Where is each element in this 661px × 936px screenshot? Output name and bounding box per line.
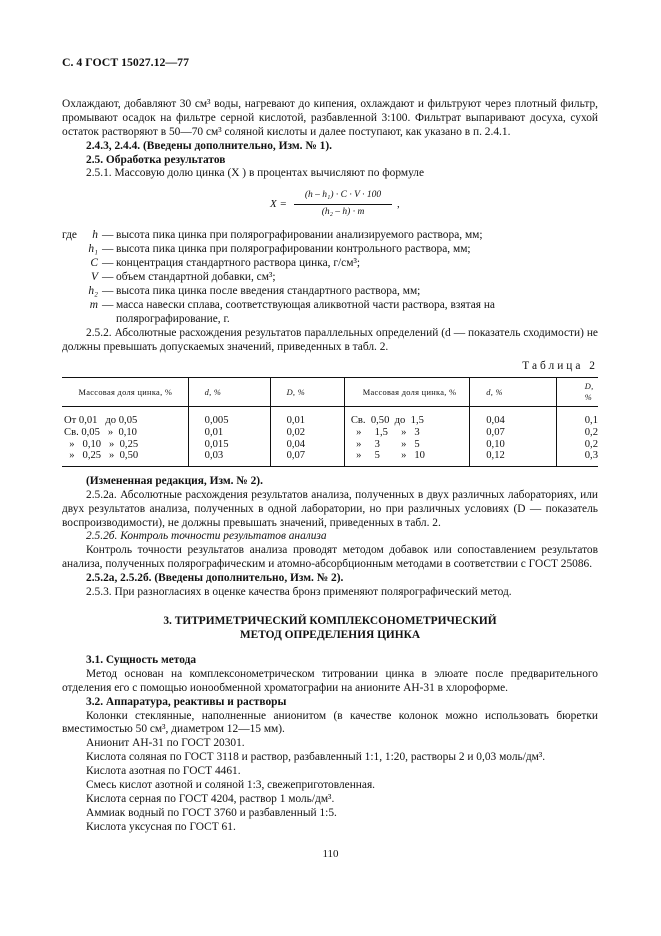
table-header-cell: d, % bbox=[188, 378, 270, 407]
intro-paragraph: Охлаждают, добавляют 30 см³ воды, нагревают до кипения, охлаждают и фильтруют через плотный фильтр, промывают осадок на фильтре серной кислотой, разбавленной 3:100. Фильтрат выпаривают досуха, сухой остаток растворяют в 50—70 см³ соляной кислоты и далее поступают, как указано в п. 2.4.1. bbox=[62, 97, 598, 138]
section-32-title: 3.2. Аппаратура, реактивы и растворы bbox=[86, 695, 287, 708]
definition-symbol: C bbox=[90, 257, 98, 270]
range-value: Св. 0,50 до 1,5 bbox=[350, 415, 424, 427]
definition-dash: — bbox=[102, 243, 114, 256]
definitions-list bbox=[62, 229, 598, 326]
note-243: 2.4.3, 2.4.4. (Введены дополнительно, Изм. № 1). bbox=[86, 139, 332, 152]
d-value: 0,04 bbox=[486, 415, 505, 427]
d-value: 0,07 bbox=[486, 427, 505, 438]
reagent-item: Кислота уксусная по ГОСТ 61. bbox=[86, 820, 236, 833]
D-value: 0,04 bbox=[286, 438, 306, 450]
paragraph-252b-title: 2.5.2б. Контроль точности результатов анализа bbox=[86, 530, 327, 543]
table-header-cell: Массовая доля цинка, % bbox=[62, 378, 188, 407]
table-cell-ranges bbox=[344, 407, 469, 466]
reagent-item: Кислота азотная по ГОСТ 4461. bbox=[86, 765, 241, 778]
reagent-item: Анионит АН-31 по ГОСТ 20301. bbox=[86, 737, 245, 750]
definition-text: объем стандартной добавки, см³; bbox=[116, 271, 276, 284]
range-value: Св. 0,05 » 0,10 bbox=[64, 427, 137, 438]
definition-lead bbox=[62, 243, 84, 257]
paragraph-252: 2.5.2. Абсолютные расхождения результатов параллельных определений (d — показатель сходимости) не должны превышать допускаемых значений, приведенных в табл. 2. bbox=[62, 326, 598, 353]
range-value: От 0,01 до 0,05 bbox=[64, 415, 138, 427]
definition-dash: — bbox=[102, 298, 114, 311]
formula-lhs: X = bbox=[270, 198, 287, 211]
section-25-title: 2.5. Обработка результатов bbox=[86, 153, 226, 166]
range-value: » 1,5 » 3 bbox=[350, 427, 420, 438]
definition-dash: — bbox=[102, 229, 114, 242]
D-value: 0,01 bbox=[286, 415, 306, 427]
definition-text: высота пика цинка после введения стандартного раствора, мм; bbox=[116, 284, 421, 297]
definition-text: концентрация стандартного раствора цинка, г/см³; bbox=[116, 257, 361, 270]
paragraph-251: 2.5.1. Массовую долю цинка (X ) в процентах вычисляют по формуле bbox=[86, 167, 425, 180]
table-2 bbox=[62, 377, 598, 466]
table-cell-D bbox=[556, 407, 598, 466]
range-value: » 0,25 » 0,50 bbox=[64, 450, 139, 462]
definition-dash: — bbox=[102, 257, 114, 270]
definition-item bbox=[62, 285, 598, 299]
formula-comma: , bbox=[397, 198, 400, 211]
table-row bbox=[62, 407, 598, 466]
d-value: 0,005 bbox=[204, 415, 229, 427]
paragraph-253: 2.5.3. При разногласиях в оценке качества бронз применяют полярографический метод. bbox=[86, 586, 512, 599]
d-value: 0,10 bbox=[486, 438, 505, 450]
formula-numerator: (h – h₁) · C · V · 100 bbox=[294, 189, 392, 205]
change-note-2: (Измененная редакция, Изм. № 2). bbox=[86, 474, 263, 487]
formula-denominator: (h₂ – h) · m bbox=[321, 207, 365, 218]
range-value: » 5 » 10 bbox=[350, 450, 425, 462]
page-number: 110 bbox=[322, 848, 339, 860]
document-page bbox=[62, 56, 598, 835]
definition-lead bbox=[62, 285, 84, 299]
reagent-item: Кислота соляная по ГОСТ 3118 и раствор, разбавленный 1:1, 1:20, растворы 2 и 0,03 моль/дм³. bbox=[86, 751, 546, 764]
formula bbox=[62, 189, 598, 219]
definition-dash: — bbox=[102, 271, 114, 284]
D-value: 0,2 bbox=[584, 427, 598, 438]
definition-lead bbox=[62, 299, 84, 327]
D-value: 0,02 bbox=[286, 427, 306, 438]
section-31-title: 3.1. Сущность метода bbox=[86, 653, 197, 666]
definition-lead bbox=[62, 271, 84, 285]
D-value: 0,3 bbox=[584, 450, 598, 462]
definition-symbol: h bbox=[92, 229, 98, 242]
definition-lead: где bbox=[62, 229, 77, 242]
table-caption: Таблица 2 bbox=[522, 359, 598, 372]
formula-fraction bbox=[294, 189, 392, 220]
table-cell-D bbox=[270, 407, 344, 466]
d-value: 0,015 bbox=[204, 438, 229, 450]
d-value: 0,01 bbox=[204, 427, 224, 438]
reagent-item: Колонки стеклянные, наполненные анионитом (в качестве колонок можно использовать бюретки вместимостью 50 см³, диаметром 12—15 мм). bbox=[62, 709, 598, 736]
section-3-title bbox=[62, 614, 598, 642]
d-value: 0,12 bbox=[486, 450, 505, 462]
definition-symbol: m bbox=[89, 298, 98, 311]
paragraph-31: Метод основан на комплексонометрическом титровании цинка в элюате после предварительного отделения его с помощью ионообменной хроматографии на анионите АН-31 в хлороформе. bbox=[62, 667, 598, 694]
definition-text: масса навески сплава, соответствующая аликвотной части раствора, взятая на полярографирование, г. bbox=[116, 298, 495, 325]
definition-symbol: V bbox=[91, 271, 98, 284]
D-value: 0,1 bbox=[584, 415, 598, 427]
table-cell-d bbox=[470, 407, 557, 466]
range-value: » 0,10 » 0,25 bbox=[64, 438, 139, 450]
range-value: » 3 » 5 bbox=[350, 438, 420, 450]
definition-symbol: h₂ bbox=[88, 284, 98, 297]
definition-lead bbox=[62, 257, 84, 271]
table-header-cell: d, % bbox=[470, 378, 557, 407]
table-cell-d bbox=[188, 407, 270, 466]
paragraph-252a: 2.5.2а. Абсолютные расхождения результатов анализа, полученных в двух различных лабораториях, или двух результатов анализа, полученных в одной лаборатории, но при различных условиях (D — показатель воспроизводимости), не должны превышать значений, приведенных в табл. 2. bbox=[62, 488, 598, 529]
section-3-title-line: 3. ТИТРИМЕТРИЧЕСКИЙ КОМПЛЕКСОНОМЕТРИЧЕСКИЙ bbox=[163, 614, 497, 627]
definition-item bbox=[62, 243, 598, 257]
D-value: 0,2 bbox=[584, 438, 598, 450]
reagent-item: Аммиак водный по ГОСТ 3760 и разбавленный 1:5. bbox=[86, 806, 337, 819]
table-header-cell: Массовая доля цинка, % bbox=[344, 378, 469, 407]
D-value: 0,07 bbox=[286, 450, 306, 462]
note-252: 2.5.2а, 2.5.2б. (Введены дополнительно, Изм. № 2). bbox=[86, 572, 344, 585]
definition-item bbox=[62, 299, 598, 327]
page-header: С. 4 ГОСТ 15027.12—77 bbox=[62, 55, 189, 69]
table-header-cell: D, % bbox=[270, 378, 344, 407]
definition-item bbox=[62, 257, 598, 271]
definition-text: высота пика цинка при полярографировании контрольного раствора, мм; bbox=[116, 243, 471, 256]
section-3-title-line: МЕТОД ОПРЕДЕЛЕНИЯ ЦИНКА bbox=[239, 628, 421, 641]
reagent-item: Смесь кислот азотной и соляной 1:3, свежеприготовленная. bbox=[86, 779, 376, 792]
d-value: 0,03 bbox=[204, 450, 224, 462]
definition-text: высота пика цинка при полярографировании анализируемого раствора, мм; bbox=[116, 229, 483, 242]
definition-item bbox=[62, 229, 598, 243]
definition-dash: — bbox=[102, 284, 114, 297]
definition-symbol: h₁ bbox=[88, 243, 98, 256]
table-header-cell: D, % bbox=[556, 378, 598, 407]
definition-item bbox=[62, 271, 598, 285]
paragraph-252b-text: Контроль точности результатов анализа проводят методом добавок или сопоставлением результатов анализа, полученных полярографическим и атомно-абсорбционным методами в соответствии с ГОСТ 25086. bbox=[62, 544, 598, 571]
table-header-row bbox=[62, 378, 598, 407]
reagent-item: Кислота серная по ГОСТ 4204, раствор 1 моль/дм³. bbox=[86, 793, 335, 805]
table-cell-ranges bbox=[62, 407, 188, 466]
